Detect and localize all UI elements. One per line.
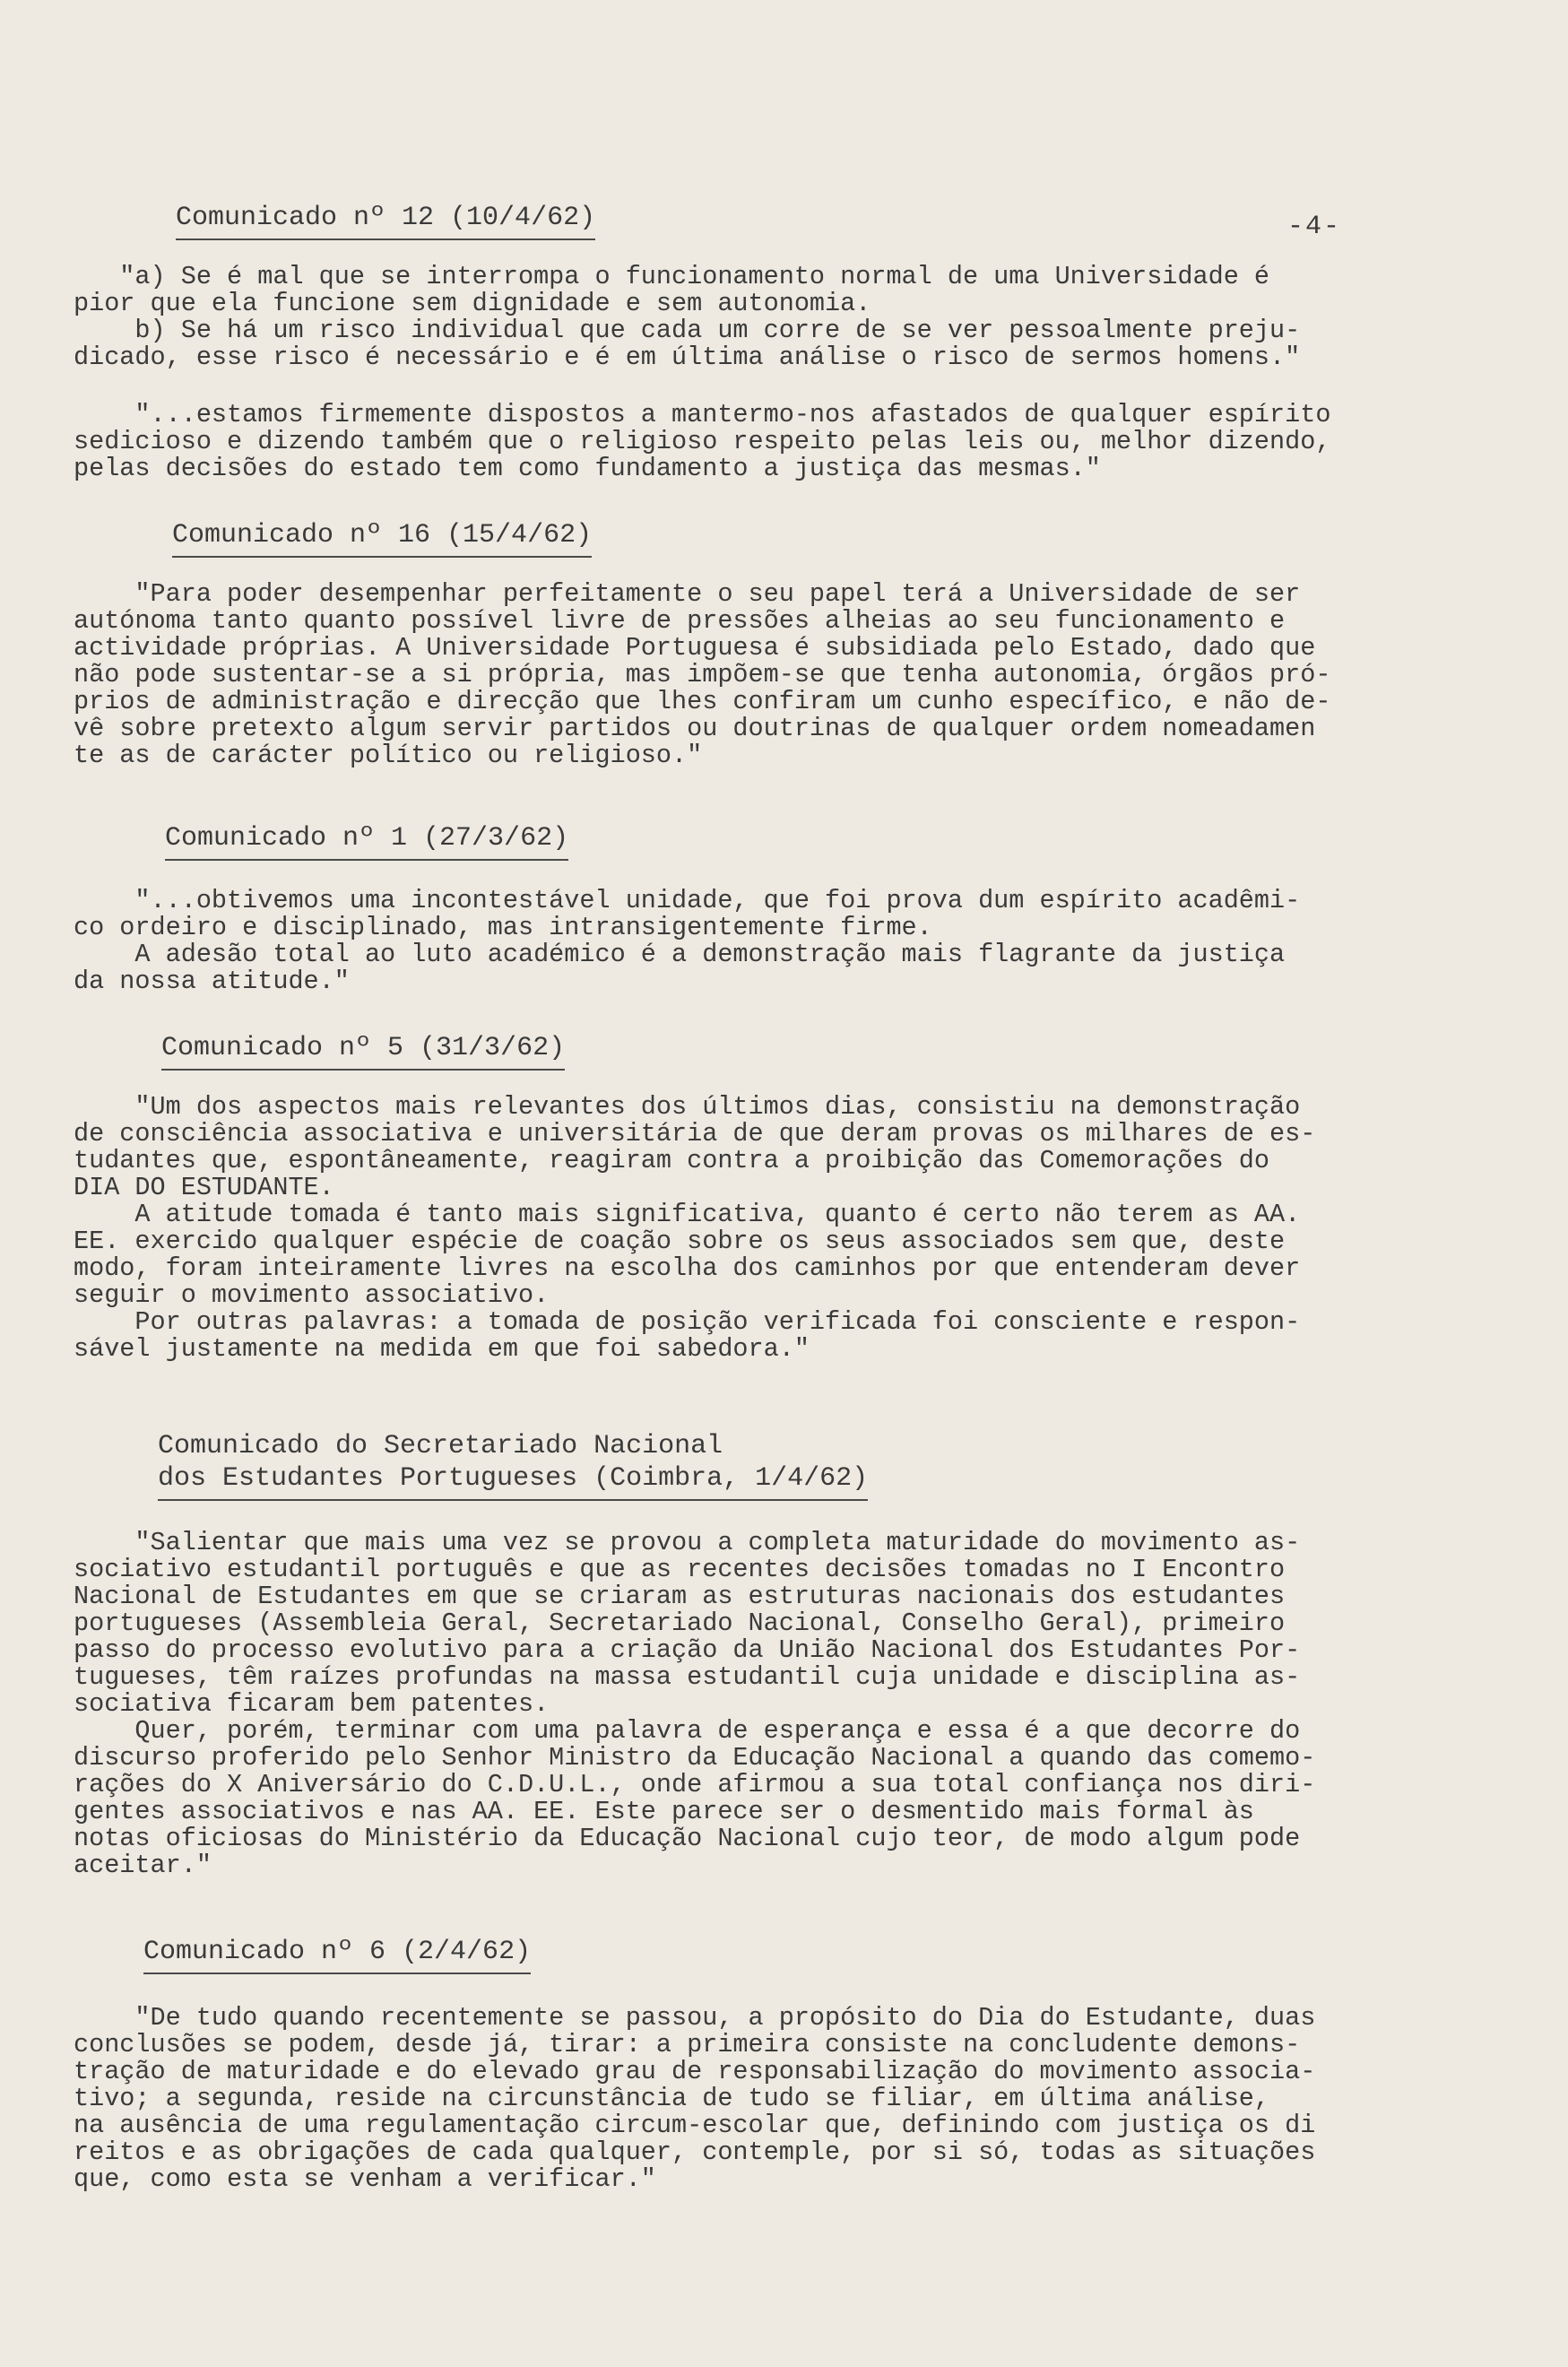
section-heading-secretariado: dos Estudantes Portugueses (Coimbra, 1/4/62) xyxy=(158,1463,868,1501)
section-heading-comunicado-16: Comunicado nº 16 (15/4/62) xyxy=(172,520,592,558)
section-paragraph: "a) Se é mal que se interrompa o funcionamento normal de uma Universidade é pior que ela funcione sem dignidade e sem autonomia. b) Se há um risco individual que cada um corre de se ver pessoalmente preju- dicado, esse risco é necessário e é em última análise o risco de sermos homens." xyxy=(74,262,1301,372)
section-paragraph: "Salientar que mais uma vez se provou a completa maturidade do movimento as- sociativo estudantil português e que as recentes decisões tomadas no I Encontro Nacional de Estudantes em que se criaram as estruturas nacionais dos estudantes portugueses (Assembleia Geral, Secretariado Nacional, Conselho Geral), primeiro passo do processo evolutivo para a criação da União Nacional dos Estudantes Por- tugueses, têm raízes profundas na massa estudantil cuja unidade e disciplina as- sociativa ficaram bem patentes. Quer, porém, terminar com uma palavra de esperança e essa é a que decorre do discurso proferido pelo Senhor Ministro da Educação Nacional a quando das comemo- rações do X Aniversário do C.D.U.L., onde afirmou a sua total confiança nos diri- gentes associativos e nas AA. EE. Este parece ser o desmentido mais formal às notas oficiosas do Ministério da Educação Nacional cujo teor, de modo algum pode aceitar." xyxy=(74,1528,1316,1880)
page-number: -4- xyxy=(1287,212,1342,242)
section-paragraph: "Um dos aspectos mais relevantes dos últimos dias, consistiu na demonstração de consciência associativa e universitária de que deram provas os milhares de es- tudantes que, espontâneamente, reagiram contra a proibição das Comemorações do DIA DO ESTUDANTE. A atitude tomada é tanto mais significativa, quanto é certo não terem as AA. EE. exercido qualquer espécie de coação sobre os seus associados sem que, deste modo, foram inteiramente livres na escolha dos caminhos por que entenderam dever seguir o movimento associativo. Por outras palavras: a tomada de posição verificada foi consciente e respon- sável justamente na medida em que foi sabedora." xyxy=(74,1092,1316,1364)
section-paragraph: "Para poder desempenhar perfeitamente o seu papel terá a Universidade de ser autónoma tanto quanto possível livre de pressões alheias ao seu funcionamento e actividade próprias. A Universidade Portuguesa é subsidiada pelo Estado, dado que não pode sustentar-se a si própria, mas impõem-se que tenha autonomia, órgãos pró- prios de administração e direcção que lhes confiram um cunho específico, e não de- vê sobre pretexto algum servir partidos ou doutrinas de qualquer ordem nomeadamen te as de carácter político ou religioso." xyxy=(74,579,1331,770)
section-heading-comunicado-6: Comunicado nº 6 (2/4/62) xyxy=(143,1937,531,1974)
section-paragraph: "...obtivemos uma incontestável unidade, que foi prova dum espírito acadêmi- co ordeiro e disciplinado, mas intransigentemente firme. A adesão total ao luto académico é a demonstração mais flagrante da justiça da nossa atitude." xyxy=(74,886,1301,996)
section-heading-comunicado-5: Comunicado nº 5 (31/3/62) xyxy=(161,1033,565,1071)
section-heading-comunicado-1: Comunicado nº 1 (27/3/62) xyxy=(165,823,568,861)
section-paragraph: "...estamos firmemente dispostos a mantermo-nos afastados de qualquer espírito sedicioso e dizendo também que o religioso respeito pelas leis ou, melhor dizendo, pelas decisões do estado tem como fundamento a justiça das mesmas." xyxy=(74,400,1331,483)
section-paragraph: "De tudo quando recentemente se passou, a propósito do Dia do Estudante, duas conclusões se podem, desde já, tirar: a primeira consiste na concludente demons- tração de maturidade e do elevado grau de responsabilização do movimento associa- tivo; a segunda, reside na circunstância de tudo se filiar, em última análise, na ausência de uma regulamentação circum-escolar que, definindo com justiça os di reitos e as obrigações de cada qualquer, contemple, por si só, todas as situações que, como esta se venham a verificar." xyxy=(74,2003,1316,2194)
section-heading-secretariado-line1: Comunicado do Secretariado Nacional xyxy=(158,1431,723,1461)
section-heading-comunicado-12: Comunicado nº 12 (10/4/62) xyxy=(176,203,595,240)
